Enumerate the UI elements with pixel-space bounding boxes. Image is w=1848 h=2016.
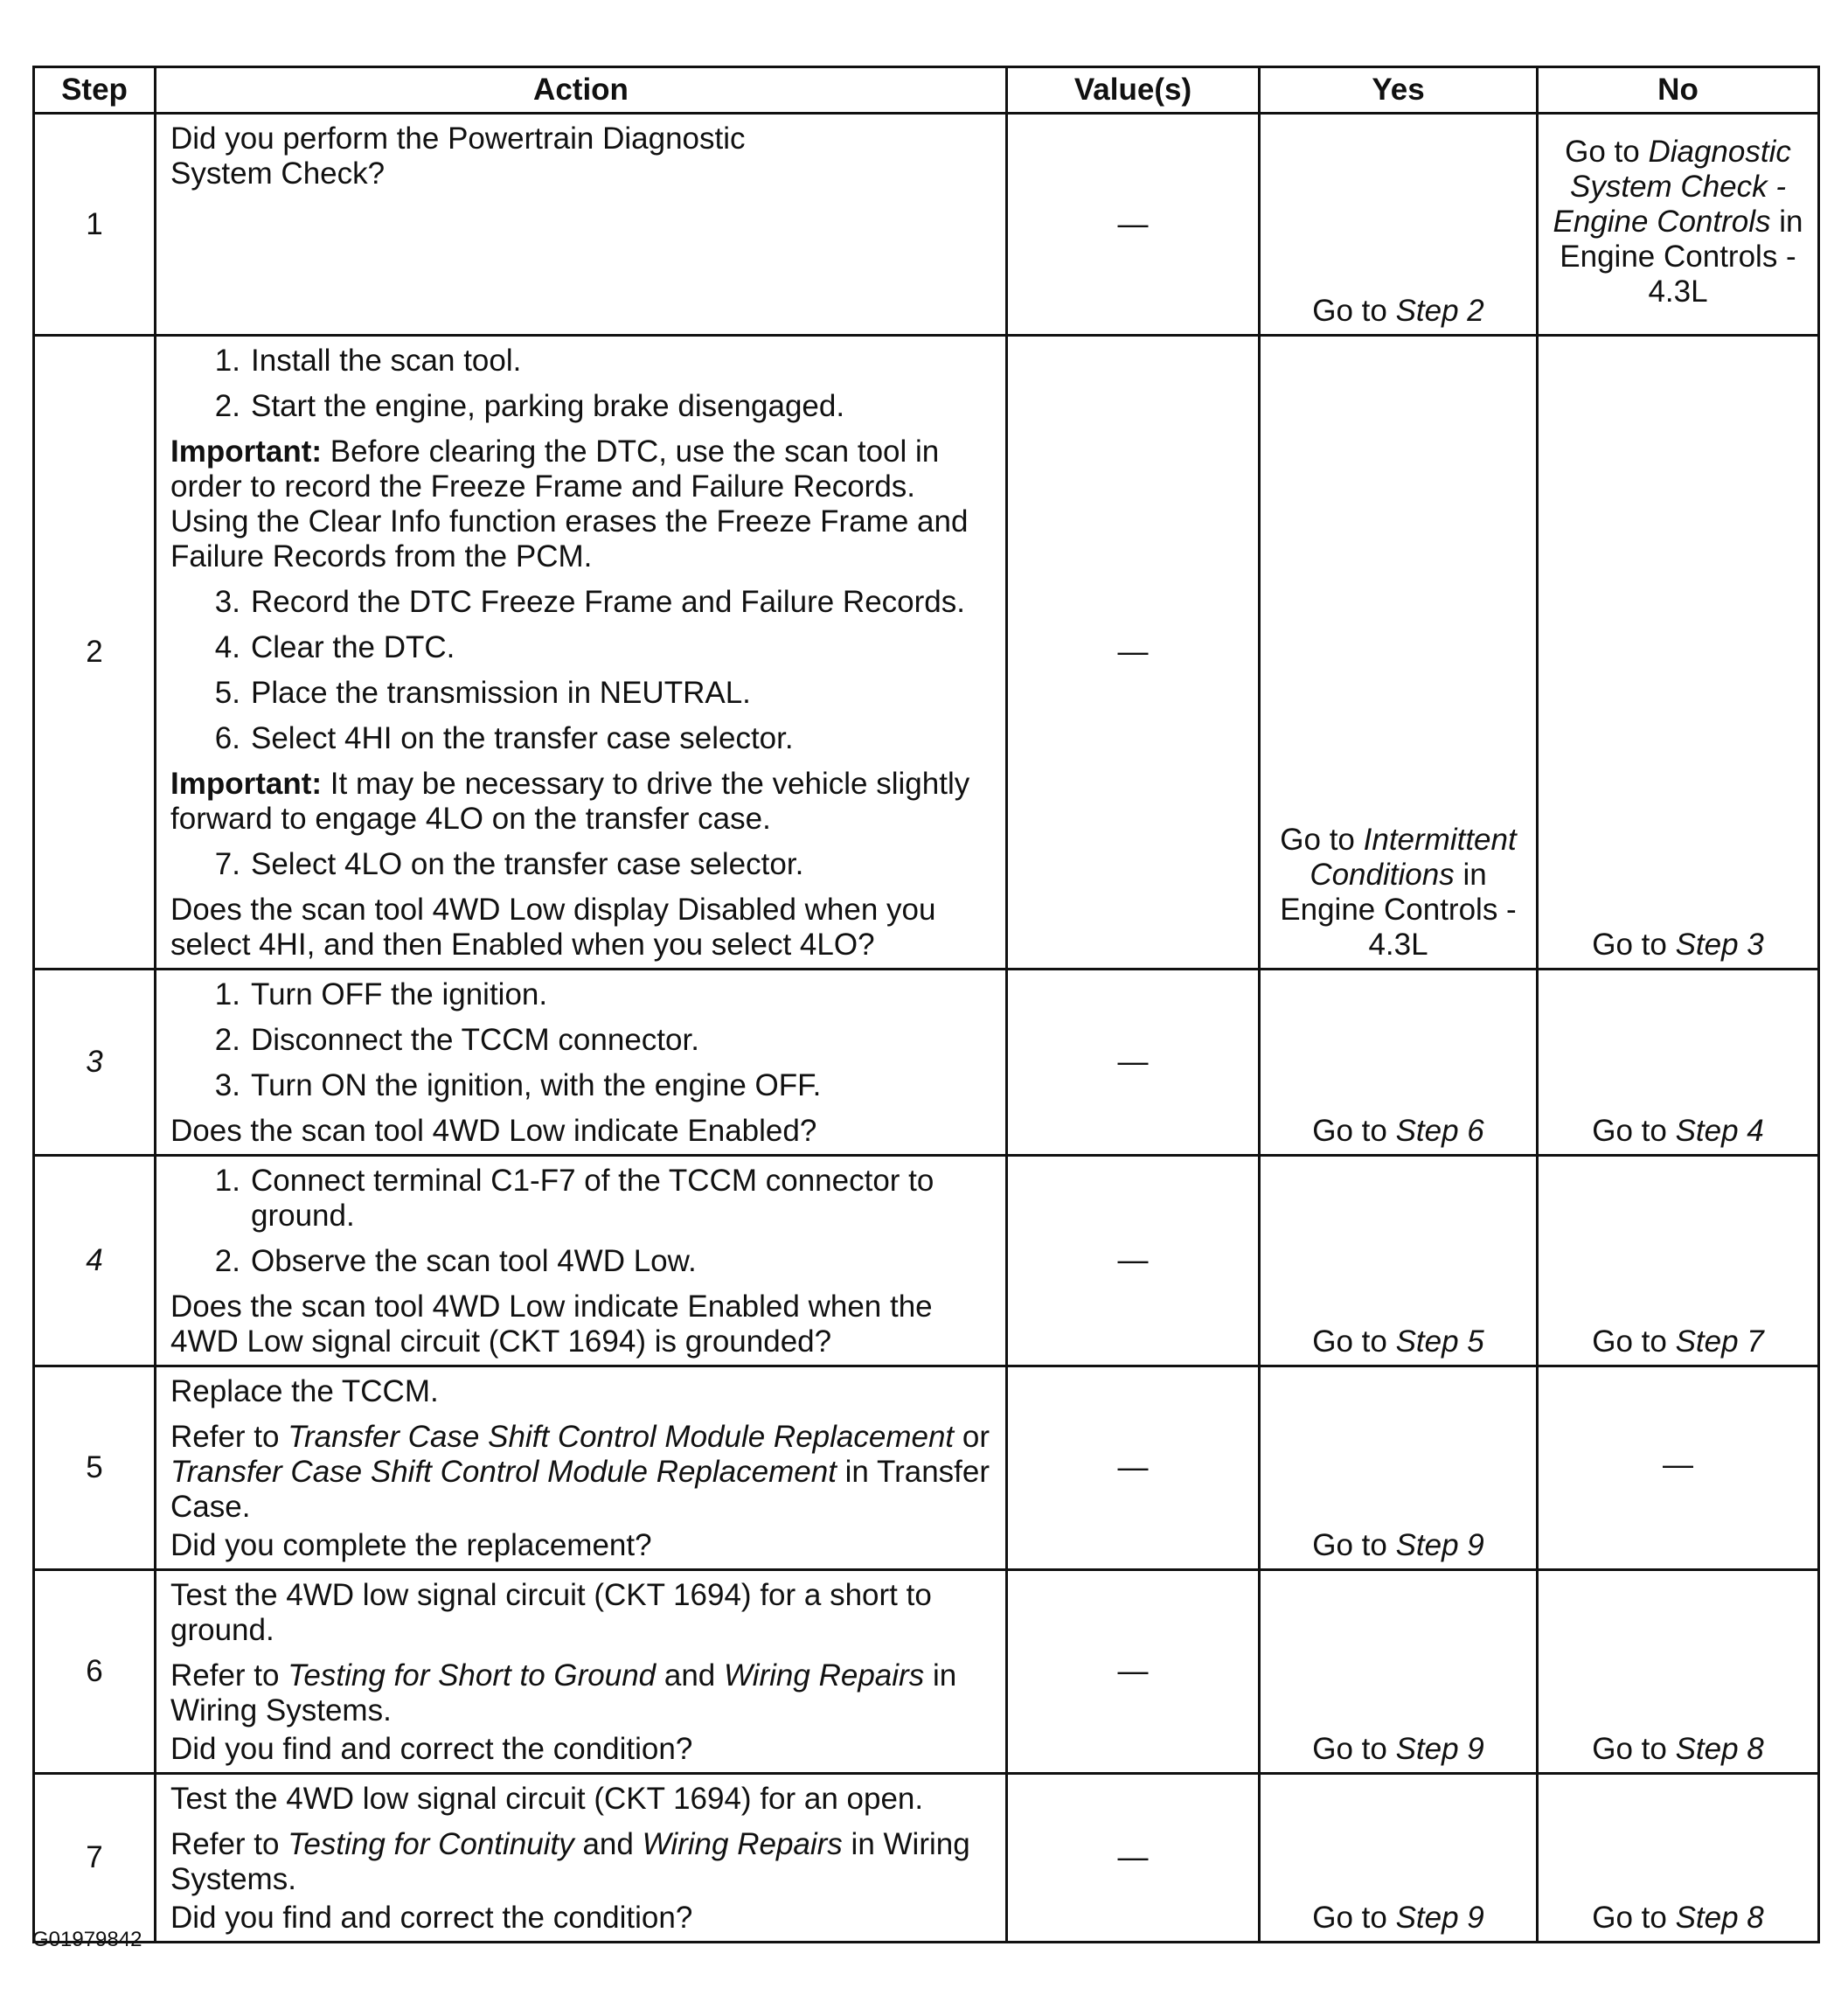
step-link[interactable]: Step 3 <box>1675 928 1764 962</box>
step-link[interactable]: Step 6 <box>1395 1114 1484 1148</box>
go-to-label: Go to <box>1312 1324 1387 1359</box>
action-text: Test the 4WD low signal circuit (CKT 1694) for an open. <box>170 1782 924 1816</box>
table-row <box>34 970 1819 1156</box>
yes-cell <box>1260 1774 1538 1943</box>
yes-cell <box>1260 336 1538 970</box>
step-number: 1 <box>34 114 156 336</box>
action-cell <box>156 336 1007 970</box>
list-item: 6. Select 4HI on the transfer case selector. <box>214 721 794 755</box>
question-text: Did you perform the Powertrain Diagnostic System Check? <box>170 122 746 191</box>
reference-text: Refer to Testing for Short to Ground and Wiring Repairs in Wiring Systems. <box>170 1658 957 1728</box>
no-cell <box>1538 1156 1819 1366</box>
list-item: 1. Connect terminal C1-F7 of the TCCM connector to ground. <box>214 1164 934 1233</box>
go-to-label: Go to <box>1312 1901 1387 1935</box>
question-text: Does the scan tool 4WD Low indicate Enabled when the 4WD Low signal circuit (CKT 1694) is grounded? <box>170 1290 933 1359</box>
reference-link[interactable]: Transfer Case Shift Control Module Replacement <box>170 1455 837 1489</box>
list-item: 3. Turn ON the ignition, with the engine OFF. <box>214 1068 822 1102</box>
list-item: 3. Record the DTC Freeze Frame and Failure Records. <box>214 585 965 619</box>
no-cell <box>1538 336 1819 970</box>
action-cell <box>156 970 1007 1156</box>
step-link[interactable]: Step 5 <box>1395 1324 1484 1359</box>
step-number: 6 <box>34 1570 156 1774</box>
step-number: 5 <box>34 1366 156 1570</box>
go-to-label: Go to <box>1312 294 1387 328</box>
go-to-label: Go to <box>1312 1528 1387 1562</box>
no-cell <box>1538 114 1819 336</box>
step-link[interactable]: Step 8 <box>1675 1732 1764 1766</box>
header-no: No <box>1538 67 1819 114</box>
table-row <box>34 1156 1819 1366</box>
step-link[interactable]: Step 4 <box>1675 1114 1764 1148</box>
go-to-label: Go to <box>1592 1901 1667 1935</box>
step-link[interactable]: Step 9 <box>1395 1732 1484 1766</box>
important-note: Important: Before clearing the DTC, use the scan tool in order to record the Freeze Frame and Failure Records. Using the Clear Info function erases the Freeze Frame and Failure Records from the PCM. <box>170 434 969 574</box>
step-link[interactable]: Step 2 <box>1395 294 1484 328</box>
step-number: 3 <box>34 970 156 1156</box>
list-item: 2. Observe the scan tool 4WD Low. <box>214 1244 697 1278</box>
action-cell <box>156 114 1007 336</box>
reference-link[interactable]: Transfer Case Shift Control Module Replacement <box>288 1420 955 1454</box>
go-to-label: Go to <box>1592 928 1667 962</box>
step-number: 4 <box>34 1156 156 1366</box>
reference-link[interactable]: Wiring Repairs <box>724 1658 925 1693</box>
go-to-label: Go to <box>1312 1732 1387 1766</box>
table-row <box>34 1366 1819 1570</box>
reference-link[interactable]: Testing for Continuity <box>288 1827 574 1861</box>
question-text: Did you complete the replacement? <box>170 1528 652 1562</box>
question-text: Did you find and correct the condition? <box>170 1732 693 1766</box>
action-cell <box>156 1774 1007 1943</box>
action-cell <box>156 1570 1007 1774</box>
value-cell: — <box>1007 114 1260 336</box>
step-link[interactable]: Step 9 <box>1395 1528 1484 1562</box>
yes-cell <box>1260 970 1538 1156</box>
value-cell: — <box>1007 970 1260 1156</box>
value-cell: — <box>1007 1366 1260 1570</box>
list-item: 1. Install the scan tool. <box>214 344 522 378</box>
yes-cell <box>1260 1156 1538 1366</box>
diagnostic-table <box>32 66 1820 1943</box>
reference-text: Refer to Transfer Case Shift Control Module Replacement or Transfer Case Shift Control Module Replacement in Transfer Case. <box>170 1420 990 1524</box>
value-cell: — <box>1007 1774 1260 1943</box>
table-row <box>34 1774 1819 1943</box>
list-item: 2. Start the engine, parking brake disengaged. <box>214 389 845 423</box>
no-cell: — <box>1538 1366 1819 1570</box>
go-to-label: Go to <box>1565 134 1640 169</box>
list-item: 5. Place the transmission in NEUTRAL. <box>214 676 751 710</box>
reference-link[interactable]: Testing for Short to Ground <box>288 1658 657 1693</box>
table-row <box>34 336 1819 970</box>
step-number: 2 <box>34 336 156 970</box>
reference-suffix: in Engine Controls - 4.3L <box>1560 204 1803 309</box>
yes-cell <box>1260 1366 1538 1570</box>
question-text: Did you find and correct the condition? <box>170 1901 693 1935</box>
value-cell: — <box>1007 336 1260 970</box>
step-link[interactable]: Step 8 <box>1675 1901 1764 1935</box>
reference-link[interactable]: Diagnostic System Check - Engine Controls <box>1553 134 1791 239</box>
go-to-label: Go to <box>1592 1324 1667 1359</box>
step-link[interactable]: Step 9 <box>1395 1901 1484 1935</box>
no-cell <box>1538 1774 1819 1943</box>
list-item: 2. Disconnect the TCCM connector. <box>214 1023 699 1057</box>
no-cell <box>1538 970 1819 1156</box>
header-action: Action <box>156 67 1007 114</box>
reference-suffix: in Engine Controls - 4.3L <box>1280 858 1517 962</box>
header-step: Step <box>34 67 156 114</box>
action-cell <box>156 1156 1007 1366</box>
action-text: Replace the TCCM. <box>170 1374 439 1408</box>
action-text: Test the 4WD low signal circuit (CKT 1694) for a short to ground. <box>170 1578 932 1647</box>
no-cell <box>1538 1570 1819 1774</box>
value-cell: — <box>1007 1156 1260 1366</box>
header-row <box>34 67 1819 114</box>
question-text: Does the scan tool 4WD Low display Disabled when you select 4HI, and then Enabled when you select 4LO? <box>170 893 936 962</box>
go-to-label: Go to <box>1280 823 1355 857</box>
go-to-label: Go to <box>1312 1114 1387 1148</box>
reference-text: Refer to Testing for Continuity and Wiring Repairs in Wiring Systems. <box>170 1827 970 1896</box>
important-note: Important: It may be necessary to drive the vehicle slightly forward to engage 4LO on the transfer case. <box>170 767 970 836</box>
go-to-label: Go to <box>1592 1732 1667 1766</box>
question-text: Does the scan tool 4WD Low indicate Enabled? <box>170 1114 817 1148</box>
step-link[interactable]: Step 7 <box>1675 1324 1764 1359</box>
list-item: 7. Select 4LO on the transfer case selector. <box>214 847 804 881</box>
list-item: 4. Clear the DTC. <box>214 630 455 664</box>
yes-cell <box>1260 1570 1538 1774</box>
header-values: Value(s) <box>1007 67 1260 114</box>
reference-link[interactable]: Wiring Repairs <box>642 1827 843 1861</box>
value-cell: — <box>1007 1570 1260 1774</box>
header-yes: Yes <box>1260 67 1538 114</box>
action-cell <box>156 1366 1007 1570</box>
step-number: 7 <box>34 1774 156 1943</box>
go-to-label: Go to <box>1592 1114 1667 1148</box>
yes-cell <box>1260 114 1538 336</box>
figure-id: G01979842 <box>32 1928 142 1951</box>
table-row <box>34 1570 1819 1774</box>
reference-link[interactable]: Intermittent Conditions <box>1310 823 1517 892</box>
table-row <box>34 114 1819 336</box>
list-item: 1. Turn OFF the ignition. <box>214 977 548 1011</box>
